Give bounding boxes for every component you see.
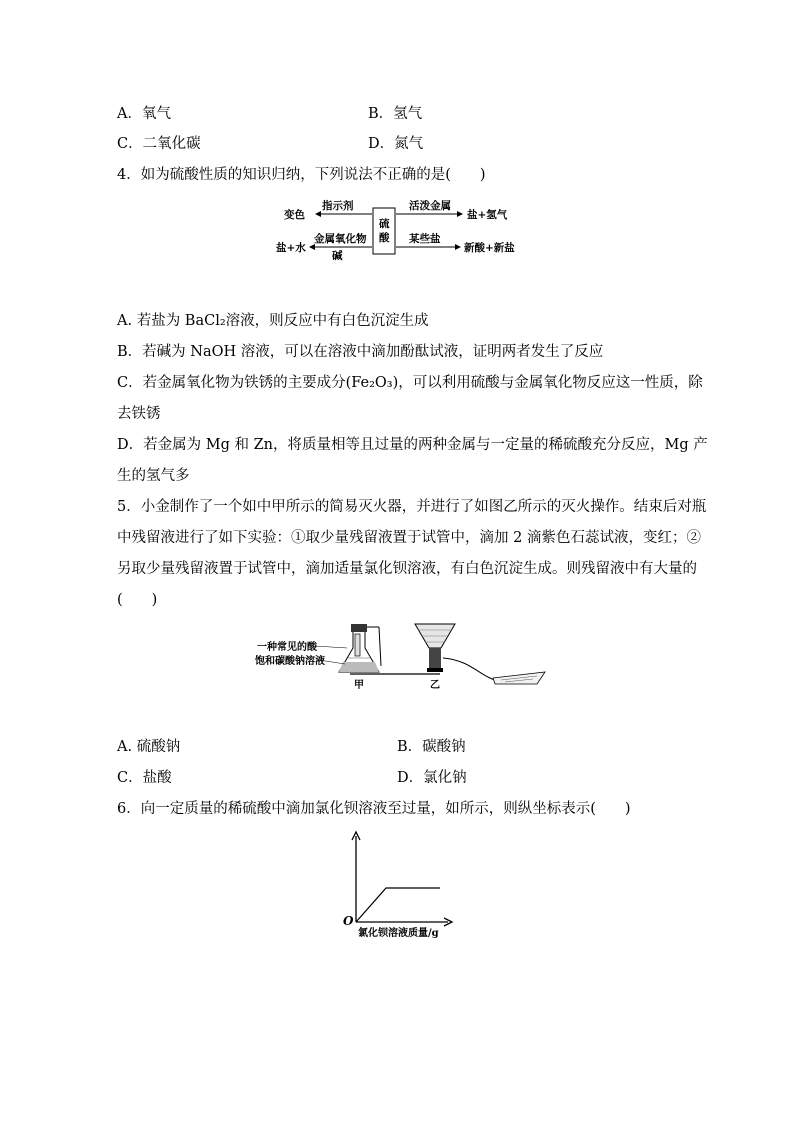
edge-metal-oxide: 金属氧化物 [314,233,367,245]
option-letter: C． [117,136,143,152]
q4-option-d[interactable]: D．若金属为 Mg 和 Zn，将质量相等且过量的两种金属与一定量的稀硫酸充分反应，Mg 产 [117,437,708,453]
option-letter: B． [397,739,423,755]
option-letter: A． [117,106,142,122]
result-color-change: 变色 [284,209,305,221]
option-text: 氧气 [141,106,171,122]
q4-option-a[interactable]: A. 若盐为 BaCl₂溶液，则反应中有白色沉淀生成 [117,313,429,329]
q5-option-c[interactable] [117,768,172,788]
q4-stem: 4．如为硫酸性质的知识归纳，下列说法不正确的是( ) [117,167,486,183]
option-letter: A. [117,739,133,755]
label-sodium-carbonate: 饱和碳酸钠溶液 [255,656,325,667]
center-label-2: 酸 [379,232,390,244]
center-label-1: 硫 [379,218,390,230]
label-yi: 乙 [430,680,440,691]
edge-some-salt: 某些盐 [409,233,441,245]
q5-option-b[interactable] [397,737,466,757]
fire-extinguisher-figure [255,618,555,696]
option-letter: D． [368,136,395,152]
option-letter: D． [397,770,424,786]
q5-stem-line-1: 5．小金制作了一个如中甲所示的简易灭火器，并进行了如图乙所示的灭火操作。结束后对瓶 [117,499,707,515]
graph-origin: O [343,914,354,928]
graph-curve [356,888,440,922]
edge-active-metal: 活泼金属 [409,200,451,212]
option-text: 盐酸 [142,770,172,786]
q5-stem-line-4: ( ) [117,592,158,608]
label-common-acid: 一种常见的酸 [257,642,317,653]
q5-option-d[interactable] [397,768,467,788]
q3-option-c[interactable] [117,134,201,154]
q4-option-c-cont: 去铁锈 [117,406,161,422]
q3-option-b[interactable] [368,104,422,124]
q5-option-a[interactable] [117,737,180,757]
q5-stem-line-3: 另取少量残留液置于试管中，滴加适量氯化钡溶液，有白色沉淀生成。则残留液中有大量的 [117,561,697,577]
q4-option-b[interactable]: B．若碱为 NaOH 溶液，可以在溶液中滴加酚酞试液，证明两者发生了反应 [117,344,604,360]
option-text: 二氧化碳 [142,136,201,152]
option-text: 硫酸钠 [136,739,181,755]
option-text: 碳酸钠 [422,739,466,755]
q6-stem: 6．向一定质量的稀硫酸中滴加氯化钡溶液至过量，如所示，则纵坐标表示( ) [117,801,631,817]
option-text: 氯化钠 [423,770,467,786]
sulfuric-acid-diagram [270,196,530,260]
option-text: 氢气 [393,106,423,122]
label-jia: 甲 [354,680,364,691]
edge-base: 碱 [332,250,343,262]
edge-indicator: 指示剂 [322,200,354,212]
option-letter: C． [117,770,143,786]
result-salt-water: 盐+水 [276,242,306,254]
option-letter: B． [368,106,394,122]
q3-option-a[interactable] [117,104,171,124]
q4-option-d-cont: 生的氢气多 [117,468,190,484]
q3-option-d[interactable] [368,134,423,154]
q6-graph [340,830,460,945]
q5-stem-line-2: 中残留液进行了如下实验：①取少量残留液置于试管中，滴加 2 滴紫色石蕊试液，变红；② [117,530,701,546]
result-new-acid-salt: 新酸+新盐 [464,242,515,254]
option-text: 氮气 [394,136,424,152]
graph-xlabel: 氯化钡溶液质量/g [358,928,439,939]
result-salt-hydrogen: 盐+氢气 [467,209,508,221]
q4-option-c[interactable]: C．若金属氧化物为铁锈的主要成分(Fe₂O₃)，可以利用硫酸与金属氧化物反应这一性质，除 [117,375,703,391]
